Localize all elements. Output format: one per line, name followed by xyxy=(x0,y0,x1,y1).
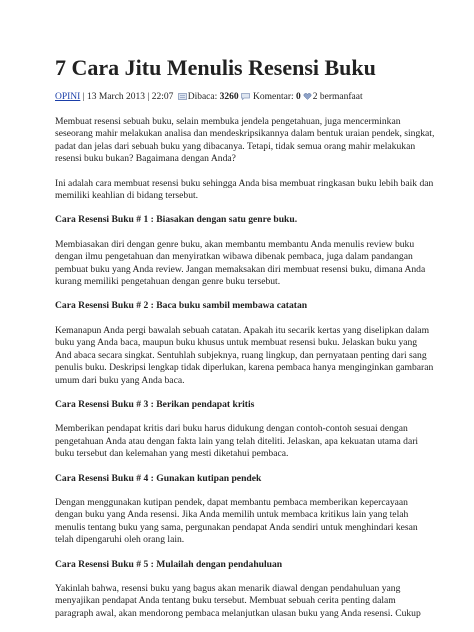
author-link[interactable]: OPINI xyxy=(55,92,81,102)
intro-paragraph-2: Ini adalah cara membuat resensi buku sehingga Anda bisa membuat ringkasan buku lebih baik dan memiliki keahlian di bidang tersebut. xyxy=(55,177,434,202)
heart-icon xyxy=(303,93,312,100)
views-icon xyxy=(178,93,187,100)
section-lead: Cara Resensi Buku # 5 : xyxy=(55,558,157,570)
article-title: 7 Cara Jitu Menulis Resensi Buku xyxy=(55,55,376,80)
section-heading-2 xyxy=(55,300,435,312)
section-lead: Cara Resensi Buku # 3 : xyxy=(55,398,157,410)
section-lead: Cara Resensi Buku # 4 : xyxy=(55,472,157,484)
document-page xyxy=(55,55,435,632)
section-title: Mulailah dengan pendahuluan xyxy=(156,558,283,570)
views-count: 3260 xyxy=(219,92,239,102)
section-heading-1 xyxy=(55,214,435,226)
section-heading-4 xyxy=(55,473,435,485)
views-label: Dibaca: xyxy=(187,92,220,102)
section-lead: Cara Resensi Buku # 2 : xyxy=(55,300,157,312)
comment-icon xyxy=(241,93,250,100)
section-title: Baca buku sambil membawa catatan xyxy=(156,300,308,312)
date-text: | 13 March 2013 | 22:07 xyxy=(80,92,176,102)
section-body-2: Kemanapun Anda pergi bawalah sebuah catatan. Apakah itu secarik kertas yang diselipkan dalam buku yang Anda baca, maupun buku khusus untuk membuat resensi buku. Jelaskan buku yang And abaca secara singkat. Sentuhlah subjeknya, ruang lingkup, dan pernyataan penting dari sang penulis buku. Deskripsi lengkap tidak diperlukan, karena pembaca hanya menginginkan gambaran umum dari buku yang Anda baca. xyxy=(55,324,434,386)
likes-text: 2 bermanfaat xyxy=(312,92,363,102)
section-title: Biasakan dengan satu genre buku. xyxy=(156,214,298,226)
article-meta xyxy=(55,91,435,104)
section-body-3: Memberikan pendapat kritis dari buku harus didukung dengan contoh-contoh sesuai dengan pengetahuan Anda atau dengan fakta lain yang telah diteliti. Jelaskan, apa kekuatan utama dari buku tersebut dan kelemahan yang mesti diketahui pembaca. xyxy=(55,423,419,460)
intro-paragraph-1: Membuat resensi sebuah buku, selain membuka jendela pengetahuan, juga mencerminkan seseorang mahir melakukan analisa dan mendeskripsikannya dalam bentuk uraian pendek, singkat, padat dan jelas dari sebuah buku yang dibacanya. Tetapi, tidak semua orang mahir melakukan resensi buku bukan? Bagaimana dengan Anda? xyxy=(55,116,435,165)
section-title: Berikan pendapat kritis xyxy=(156,398,255,410)
comments-label: Komentar: xyxy=(250,92,297,102)
comments-count: 0 xyxy=(296,92,301,102)
section-heading-5 xyxy=(55,559,435,571)
section-body-5: Yakinlah bahwa, resensi buku yang bagus akan menarik diawal dengan pendahuluan yang menyajikan pendapat Anda tentang buku tersebut. Membuat sebuah cerita penting dalam paragraph awal, akan mendorong pembaca melanjutkan ulasan buku yang Anda resensi. Cukup xyxy=(55,582,421,619)
section-lead: Cara Resensi Buku # 1 : xyxy=(55,214,157,226)
section-body-1: Membiasakan diri dengan genre buku, akan membantu membantu Anda menulis review buku dengan ilmu pengetahuan dan menyiratkan wibawa dibenak pembaca, juga dalam pandangan pembuat buku yang Anda review. Jangan memaksakan diri membuat resensi buku, dimana Anda kurang memiliki pengetahuan dengan genre buku tersebut. xyxy=(55,238,426,288)
section-title: Gunakan kutipan pendek xyxy=(156,472,262,484)
section-heading-3 xyxy=(55,399,435,411)
section-body-4: Dengan menggunakan kutipan pendek, dapat membantu pembaca memberikan kepercayaan dengan buku yang Anda resensi. Jika Anda memilih untuk membaca kritikus lain yang telah menulis tentang buku yang sama, pergunakan pendapat Anda sendiri untuk menghindari kesan telah dipengaruhi oleh orang lain. xyxy=(55,496,418,546)
